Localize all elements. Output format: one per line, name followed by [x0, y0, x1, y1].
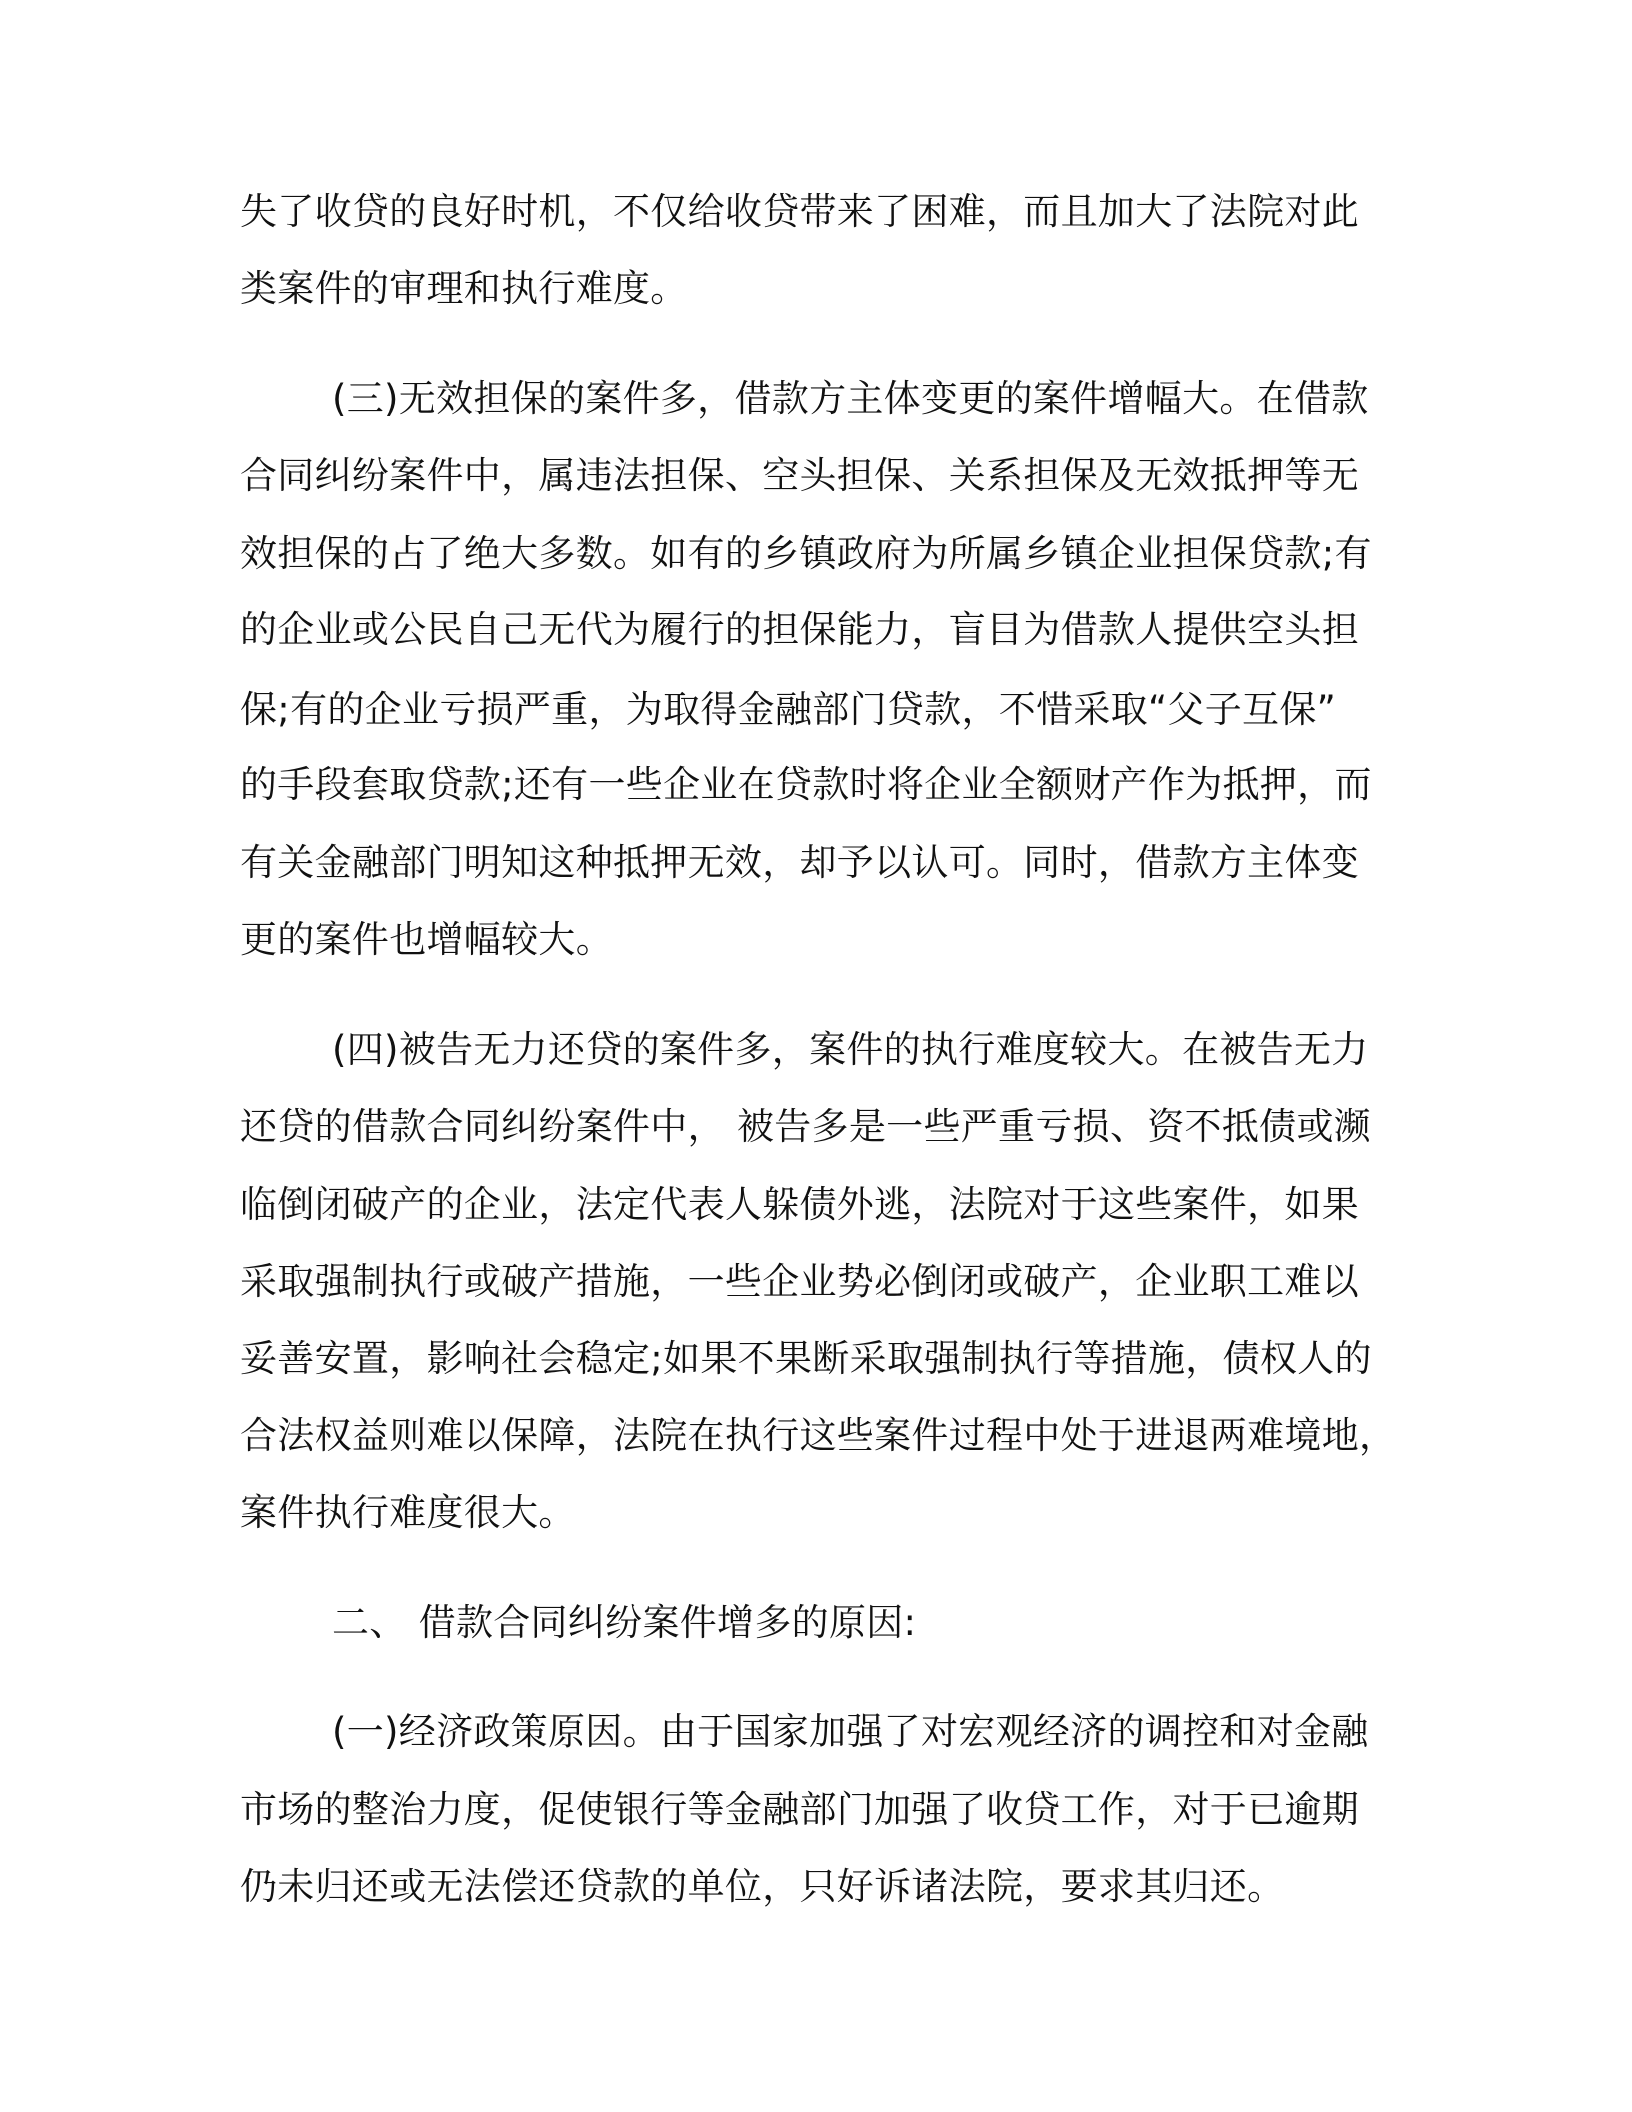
text-line: 失了收贷的良好时机，不仅给收贷带来了困难，而且加大了法院对此: [240, 190, 1359, 233]
text-line: 案件执行难度很大。: [240, 1491, 576, 1534]
text-line: 的企业或公民自己无代为履行的担保能力，盲目为借款人提供空头担: [240, 608, 1359, 651]
text-line: 有关金融部门明知这种抵押无效，却予以认可。同时，借款方主体变: [240, 841, 1359, 884]
text-line: 类案件的审理和执行难度。: [240, 267, 688, 310]
text-line: 市场的整治力度，促使银行等金融部门加强了收贷工作，对于已逾期: [240, 1788, 1359, 1831]
document-page: [240, 0, 1397, 2112]
text-line: 还贷的借款合同纠纷案件中， 被告多是一些严重亏损、资不抵债或濒: [240, 1105, 1372, 1148]
text-line: 合法权益则难以保障，法院在执行这些案件过程中处于进退两难境地，: [240, 1414, 1397, 1457]
text-line: (一)经济政策原因。由于国家加强了对宏观经济的调控和对金融: [332, 1710, 1369, 1753]
text-line: (三)无效担保的案件多，借款方主体变更的案件增幅大。在借款: [332, 377, 1369, 420]
text-line: 保;有的企业亏损严重，为取得金融部门贷款，不惜采取“父子互保”: [240, 688, 1337, 731]
text-line: 合同纠纷案件中，属违法担保、空头担保、关系担保及无效抵押等无: [240, 454, 1359, 497]
text-line: (四)被告无力还贷的案件多，案件的执行难度较大。在被告无力: [332, 1028, 1369, 1071]
text-line: 的手段套取贷款;还有一些企业在贷款时将企业全额财产作为抵押，而: [240, 763, 1372, 806]
text-line: 效担保的占了绝大多数。如有的乡镇政府为所属乡镇企业担保贷款;有: [240, 532, 1372, 575]
text-line: 更的案件也增幅较大。: [240, 918, 613, 961]
text-line: 仍未归还或无法偿还贷款的单位，只好诉诸法院，要求其归还。: [240, 1865, 1285, 1908]
text-line: 采取强制执行或破产措施，一些企业势必倒闭或破产，企业职工难以: [240, 1260, 1359, 1303]
text-line: 临倒闭破产的企业，法定代表人躲债外逃，法院对于这些案件，如果: [240, 1183, 1359, 1226]
text-line: 妥善安置，影响社会稳定;如果不果断采取强制执行等措施，债权人的: [240, 1337, 1372, 1380]
section-heading: 二、 借款合同纠纷案件增多的原因:: [332, 1601, 917, 1644]
